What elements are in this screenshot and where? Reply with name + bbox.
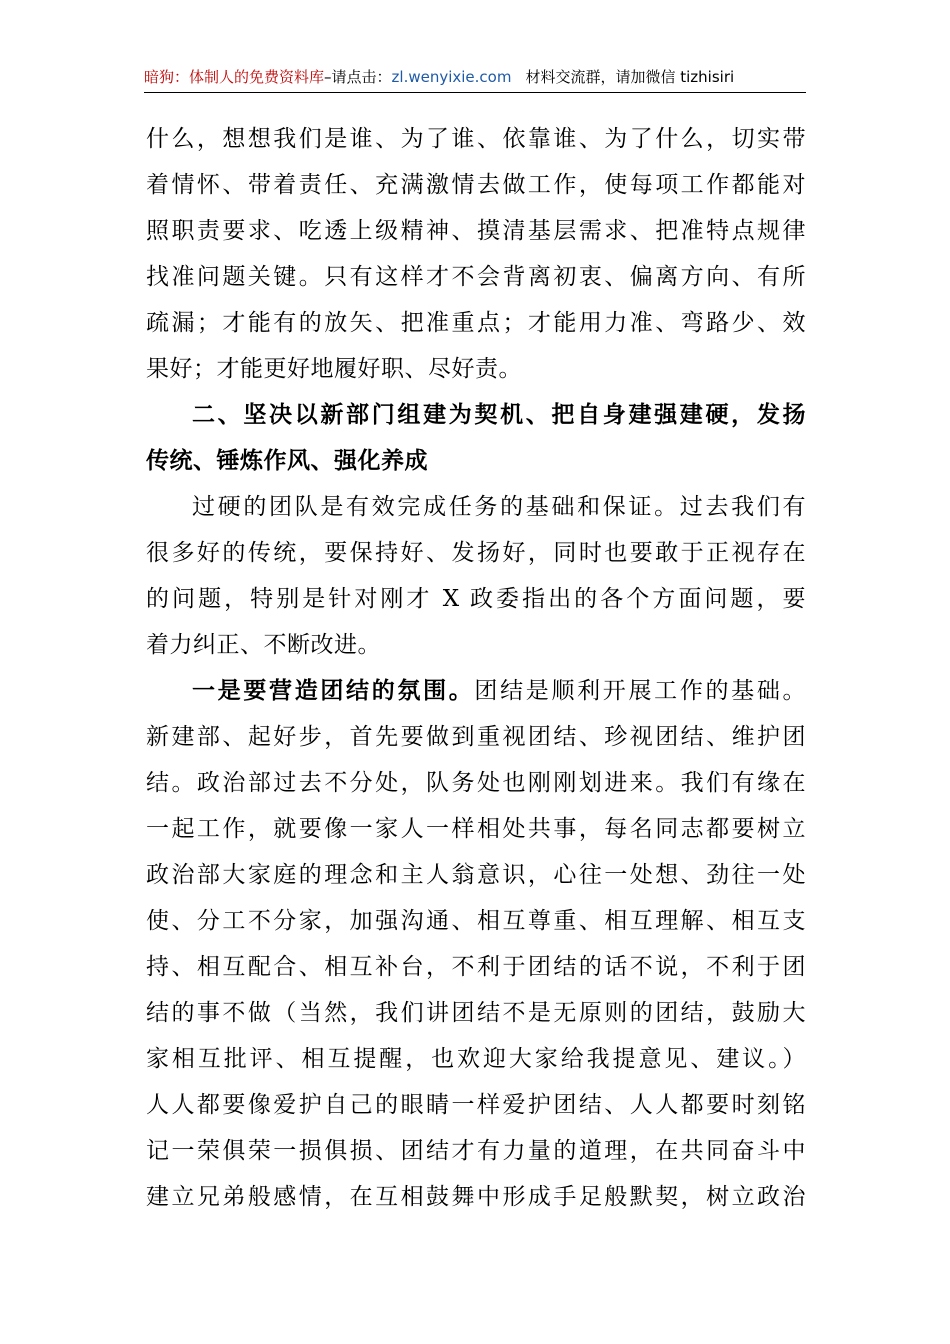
- text-line: 很多好的传统，要保持好、发扬好，同时也要敢于正视存在: [146, 540, 806, 566]
- text-line: 着情怀、带着责任、充满激情去做工作，使每项工作都能对: [146, 172, 806, 198]
- text-line: 新建部、起好步，首先要做到重视团结、珍视团结、维护团: [146, 724, 806, 750]
- paragraph-lead-bold: 一是要营造团结的氛围。: [192, 678, 475, 704]
- text-line: 的问题，特别是针对刚才 X 政委指出的各个方面问题，要: [146, 586, 806, 612]
- text-line: 疏漏；才能有的放矢、把准重点；才能用力准、弯路少、效: [146, 310, 806, 336]
- text-line: 持、相互配合、相互补台，不利于团结的话不说，不利于团: [146, 954, 806, 980]
- paragraph-2: [146, 484, 806, 668]
- text-line: 照职责要求、吃透上级精神、摸清基层需求、把准特点规律: [146, 218, 806, 244]
- text-line: 过硬的团队是有效完成任务的基础和保证。过去我们有: [192, 494, 806, 520]
- text-line: 政治部大家庭的理念和主人翁意识，心往一处想、劲往一处: [146, 862, 806, 888]
- header-brand: 暗狗：体制人的免费资料库: [144, 68, 325, 86]
- text-line: 人人都要像爱护自己的眼睛一样爱护团结、人人都要时刻铭: [146, 1092, 806, 1118]
- header-link-prefix: –请点击：: [324, 68, 392, 86]
- text-line-lead: [146, 668, 806, 714]
- heading-line: 传统、锤炼作风、强化养成: [146, 448, 428, 474]
- heading-line: 二、坚决以新部门组建为契机、把自身建强建硬，发扬: [192, 402, 806, 428]
- text-line: 结。政治部过去不分处，队务处也刚刚划进来。我们有缘在: [146, 770, 806, 796]
- document-body: [146, 116, 806, 1220]
- text-line: 家相互批评、相互提醒，也欢迎大家给我提意见、建议。）: [146, 1046, 806, 1072]
- text-line: 什么，想想我们是谁、为了谁、依靠谁、为了什么，切实带: [146, 126, 806, 152]
- paragraph-1: [146, 116, 806, 392]
- paragraph-lead-rest: 团结是顺利开展工作的基础。: [474, 678, 806, 704]
- text-line: 找准问题关键。只有这样才不会背离初衷、偏离方向、有所: [146, 264, 806, 290]
- text-line: 着力纠正、不断改进。: [146, 632, 381, 658]
- text-line: 果好；才能更好地履好职、尽好责。: [146, 356, 522, 382]
- section-heading: [146, 392, 806, 484]
- text-line: 建立兄弟般感情，在互相鼓舞中形成手足般默契，树立政治: [146, 1184, 806, 1210]
- paragraph-3: [146, 668, 806, 1220]
- text-line: 使、分工不分家，加强沟通、相互尊重、相互理解、相互支: [146, 908, 806, 934]
- header-url-link[interactable]: zl.wenyixie.com: [391, 68, 512, 86]
- text-line: 一起工作，就要像一家人一样相处共事，每名同志都要树立: [146, 816, 806, 842]
- header-contact: 材料交流群，请加微信 tizhisiri: [525, 68, 735, 86]
- page-header: [144, 62, 806, 93]
- text-line: 结的事不做（当然，我们讲团结不是无原则的团结，鼓励大: [146, 1000, 806, 1026]
- text-line: 记一荣俱荣一损俱损、团结才有力量的道理，在共同奋斗中: [146, 1138, 806, 1164]
